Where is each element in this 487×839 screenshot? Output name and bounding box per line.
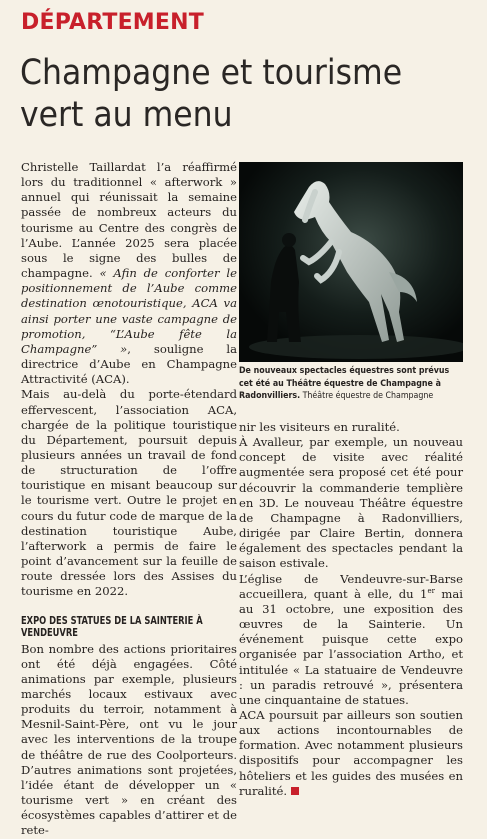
article-headline: Champagne et tourisme vert au menu (20, 53, 403, 135)
paragraph-avalleur: À Avalleur, par exemple, un nouveau concept de visite avec réalité augmentée sera proposé cet été pour découvrir la commanderie templière en 3D. Le nouveau Théâtre équestre de Champagne à Radonvilliers, dirigée par Claire Bertin, donnera également des spectacles pendant la saison estivale. (239, 435, 463, 571)
photo-caption (239, 365, 463, 403)
article-column-right (239, 420, 463, 799)
training-text: ACA poursuit par ailleurs son soutien aux actions incontournables de formation. Avec notamment plusieurs dispositifs pour accompagner les hôteliers et les guides des musées en ruralité. (239, 707, 463, 798)
paragraph-training (239, 708, 463, 799)
section-kicker: DÉPARTEMENT (21, 10, 204, 35)
article-column-left (21, 160, 237, 839)
director-quote: « Afin de conforter le positionnement de l’Aube comme destination œnotouristique, ACA va ainsi porter une vaste campagne de promotion, “L’Aube fête la Champagne” » (21, 266, 237, 356)
intro-attribution: , souligne la directrice d’Aube en Champagne Attractivité (ACA). (21, 341, 237, 387)
vendeuvre-text-b: mai au 31 octobre, une exposition des œuvres de la Sainterie. Un événement puisque cette expo organisée par l’association Artho, et intitulée « La statuaire de Vendeuvre : un paradis retrouvé », présentera une cinquantaine de statues. (239, 586, 463, 707)
photo-credit: Théâtre équestre de Champagne (302, 390, 434, 401)
paragraph-strategy: Mais au-delà du porte-étendard effervescent, l’association ACA, chargée de la politique touristique du Département, poursuit depuis plusieurs années un travail de fond de structuration de l’offre touristique en misant beaucoup sur le tourisme vert. Outre le projet en cours du futur code de marque de la destination touristique Aube, l’afterwork a permis de faire le point d’avancement sur la feuille de route dressée lors des Assises du tourisme en 2022. (21, 387, 237, 599)
paragraph-intro (21, 160, 237, 387)
photo-equestrian-show (239, 162, 463, 362)
caption-text: De nouveaux spectacles équestres sont prévus cet été au Théâtre équestre de Champagne à Radonvilliers. (239, 365, 450, 401)
ordinal-superscript: er (427, 586, 435, 595)
end-of-article-mark (291, 787, 299, 795)
intro-text: Christelle Taillardat l’a réaffirmé lors du traditionnel « afterwork » annuel qui réunissait la semaine passée de nombreux acteurs du tourisme au Centre des congrès de l’Aube. L’année 2025 sera placée sous le signe des bulles de champagne. (21, 160, 237, 281)
paragraph-continuation: nir les visiteurs en ruralité. (239, 420, 400, 434)
subheading-expo: EXPO DES STATUES DE LA SAINTERIE À VENDEUVRE (21, 614, 203, 640)
paragraph-actions: Bon nombre des actions prioritaires ont été déjà engagées. Côté animations par exemple, plusieurs marchés locaux estivaux avec produits du terroir, notamment à Mesnil-Saint-Père, ont vu le jour avec les interventions de la troupe de théâtre de rue des Coolporteurs. D’autres animations sont projetées, l’idée étant de développer un « tourisme vert » en créant des écosystèmes capables d’attirer et de rete- (21, 641, 237, 838)
horse-rearing-image (239, 162, 463, 362)
vendeuvre-text-a: L’église de Vendeuvre-sur-Barse accueillera, quant à elle, du 1 (239, 571, 463, 601)
paragraph-vendeuvre (239, 572, 463, 708)
